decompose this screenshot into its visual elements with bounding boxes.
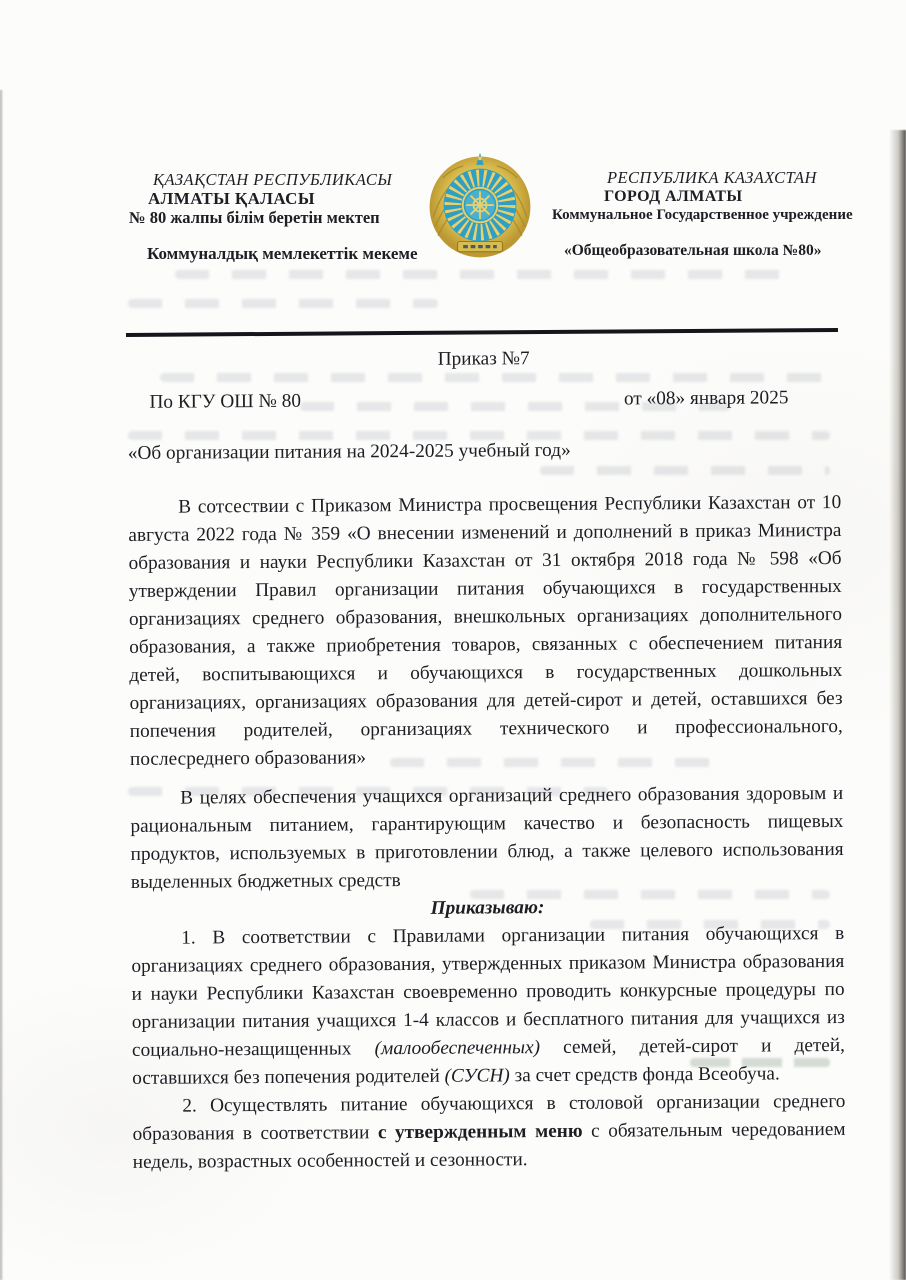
org-type-kk: Коммуналдық мемлекеттік мекеме xyxy=(147,244,418,263)
order-date: от «08» января 2025 xyxy=(623,387,789,410)
order-body xyxy=(127,339,846,1177)
org-school-ru: «Общеобразовательная школа №80» xyxy=(564,242,822,259)
item1-italic-low-income: (малообеспеченных) xyxy=(374,1037,541,1060)
org-school-kk: № 80 жалпы білім беретін мектеп xyxy=(129,208,380,227)
org-country-ru: РЕСПУБЛИКА КАЗАХСТАН xyxy=(607,168,817,187)
decree-word: Приказываю: xyxy=(430,897,545,919)
org-city-ru: ГОРОД АЛМАТЫ xyxy=(604,188,743,205)
org-country-kk: ҚАЗАҚСТАН РЕСПУБЛИКАСЫ xyxy=(153,170,393,189)
kazakhstan-coat-of-arms-icon xyxy=(424,150,536,262)
order-meta-row xyxy=(127,384,840,417)
header-separator-line xyxy=(126,328,838,336)
order-item-2 xyxy=(132,1088,846,1177)
item2-bold-approved-menu: с утвержденным меню xyxy=(377,1120,583,1144)
scan-edge-shadow-right xyxy=(889,130,906,1280)
header-right-russian xyxy=(552,168,872,260)
header-left-kazakh xyxy=(127,170,427,263)
bleedthrough-ghost-line xyxy=(128,299,438,308)
item1-italic-susn: (СУСН) xyxy=(444,1065,510,1087)
item2-text: 2. Осуществлять питание обучающихся в столовой организации среднего образования в соответствии xyxy=(132,1090,846,1145)
item1-text: 1. В соответствии с Правилами организации питания обучающихся в организациях среднего образования, утвержденных приказом Министра образования и науки Республики Казахстан своевременно проводить конкурсные процедуры по организации питания учащихся 1-4 классов и бесплатного питания для учащихся из социально-незащищенных xyxy=(131,922,845,1061)
org-type-ru: Коммунальное Государственное учреждение xyxy=(552,207,853,223)
item1-text: за счет средств фонда Всеобуча. xyxy=(509,1063,780,1087)
org-city-kk: АЛМАТЫ ҚАЛАСЫ xyxy=(148,189,315,208)
paragraph-legal-basis: В сотсествии с Приказом Министра просвещения Республики Казахстан от 10 августа 2022 года № 359 «О внесении изменений и дополнений в приказ Министра образования и науки Республики Казахстан от 31 октября 2018 года № 598 «Об утверждении Правил организации питания обучающихся в государственных организациях среднего образования, внешкольных организациях дополнительного образования, а также приобретения товаров, связанных с обеспечением питания детей, воспитывающихся и обучающихся в государственных дошкольных организациях, организациях образования для детей-сирот и детей, оставшихся без попечения родителей, организациях технического и профессионального, послесреднего образования» xyxy=(128,491,843,770)
order-number-line: По КГУ ОШ № 80 xyxy=(149,390,302,413)
order-item-1 xyxy=(131,920,845,1093)
item2-text: с обязательным чередованием недель, возрастных особенностей и сезонности. xyxy=(132,1118,846,1173)
order-title: Приказ №7 xyxy=(437,348,530,370)
paragraph-purpose: В целях обеспечения учащихся организаций среднего образования здоровым и рациональным питанием, гарантирующим качество и безопасность пищевых продуктов, используемых в приготовлении блюд, а также целевого использования выделенных бюджетных средств xyxy=(130,782,844,893)
bleedthrough-ghost-line xyxy=(175,270,800,279)
item1-text: семей, детей-сирот и детей, оставшихся без попечения родителей xyxy=(132,1034,846,1089)
scan-edge-shadow-left xyxy=(0,90,3,1280)
order-subject: «Об организации питания на 2024-2025 учебный год» xyxy=(127,439,571,464)
